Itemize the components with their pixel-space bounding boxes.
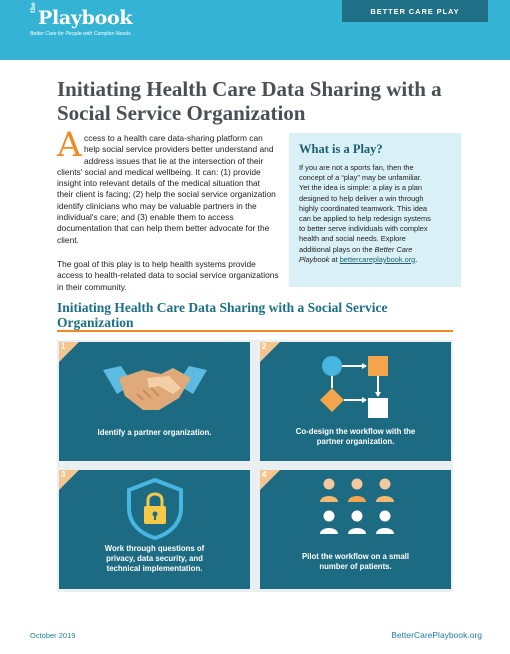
step-number: 3	[61, 470, 66, 479]
step-caption-line: technical implementation.	[106, 564, 203, 573]
step-panel-1	[59, 342, 250, 461]
title-line-1: Initiating Health Care Data Sharing with a	[57, 77, 442, 101]
step-caption-line: Co-design the workflow with the	[295, 427, 416, 436]
sidebar-line: highly coordinated teamwork. This idea	[299, 203, 428, 213]
sidebar-line: additional plays on the	[299, 244, 373, 254]
goal-line: access to health-related data to social service organizations	[57, 270, 279, 281]
step-number: 4	[262, 470, 267, 479]
sidebar-line: designed to help deliver a win through	[299, 193, 424, 203]
intro-line: their client is facing; (2) help the social service organization	[57, 189, 276, 200]
sidebar-line: health and social needs. Explore	[299, 234, 406, 244]
goal-line: The goal of this play is to help health systems provide	[57, 259, 256, 269]
playbook-name-italic: Playbook	[299, 254, 330, 264]
title-line-2: Social Service Organization	[57, 101, 306, 125]
step-number: 1	[61, 342, 66, 351]
section-title	[57, 300, 457, 330]
logo-the: the	[30, 2, 37, 13]
step-caption-line: privacy, data security, and	[106, 554, 203, 563]
step-number-badge	[59, 470, 79, 490]
goal-paragraph	[57, 259, 279, 293]
sidebar-line: If you are not a sports fan, then the	[299, 163, 414, 172]
intro-line: client.	[57, 234, 79, 245]
goal-line: in their community.	[57, 281, 127, 292]
section-title-line-1: Initiating Health Care Data Sharing with a Social Service	[57, 300, 388, 315]
footer-site-link[interactable]: BetterCarePlaybook.org	[391, 630, 482, 640]
step-caption-line: Pilot the workflow on a small	[301, 552, 409, 561]
intro-line: address issues that lie at the intersection of their	[84, 155, 264, 166]
intro-line: documentation that can help them better advocate for the	[57, 223, 270, 234]
steps-grid	[57, 340, 453, 592]
step-caption-line: number of patients.	[319, 562, 392, 571]
step-number-badge	[260, 470, 280, 490]
playbook-link[interactable]: bettercareplaybook.org	[339, 254, 416, 264]
sidebar-text	[299, 163, 451, 265]
intro-line: identify clinicians who may be valuable partners in the	[57, 200, 257, 211]
sidebar-line: Yet the idea is simple: a play is a plan	[299, 183, 422, 193]
sidebar-title: What is a Play?	[299, 142, 383, 156]
step-caption	[266, 427, 445, 447]
flowchart-icon	[318, 352, 396, 422]
step-panel-3	[59, 470, 250, 589]
section-divider	[57, 330, 453, 332]
playbook-name-italic: Better Care	[374, 244, 413, 254]
section-label-tab: BETTER CARE PLAY	[342, 0, 488, 22]
step-number: 2	[262, 342, 267, 351]
footer-date: October 2019	[30, 631, 76, 640]
drop-cap: A	[57, 125, 82, 165]
sidebar-line: can be applied to help redesign systems	[299, 214, 431, 224]
step-caption	[65, 544, 244, 574]
intro-line: ccess to a health care data-sharing platform can	[84, 133, 263, 143]
intro-line: clients' social and medical wellbeing. It can: (1) provide	[57, 166, 261, 177]
step-caption-line: partner organization.	[316, 437, 395, 446]
intro-paragraph	[57, 133, 279, 246]
step-number-badge	[59, 342, 79, 362]
people-group-icon	[317, 478, 397, 542]
page-title	[57, 77, 447, 125]
sidebar-line: concept of a “play” may be unfamiliar.	[299, 173, 422, 183]
header-banner	[0, 0, 510, 60]
shield-lock-icon	[127, 478, 183, 540]
intro-line: help social service providers better understand and	[84, 144, 274, 155]
step-panel-4	[260, 470, 451, 589]
sidebar-at: at	[329, 254, 340, 264]
sidebar-line: to better serve individuals with complex	[299, 224, 428, 234]
what-is-a-play-sidebar	[289, 133, 461, 287]
step-number-badge	[260, 342, 280, 362]
step-caption: Identify a partner organization.	[97, 428, 212, 437]
logo-name: Playbook	[38, 7, 133, 29]
sidebar-period: .	[415, 254, 418, 264]
intro-line: insight into relevant details of the medical situation that	[57, 178, 260, 189]
intro-line: individual's care; and (3) enable them to access	[57, 212, 234, 223]
step-caption	[266, 552, 445, 572]
section-title-line-2: Organization	[57, 315, 134, 330]
step-caption-line: Work through questions of	[104, 544, 205, 553]
step-panel-2	[260, 342, 451, 461]
handshake-icon	[103, 364, 207, 418]
logo-tagline: Better Care for People with Complex Needs	[30, 31, 131, 37]
